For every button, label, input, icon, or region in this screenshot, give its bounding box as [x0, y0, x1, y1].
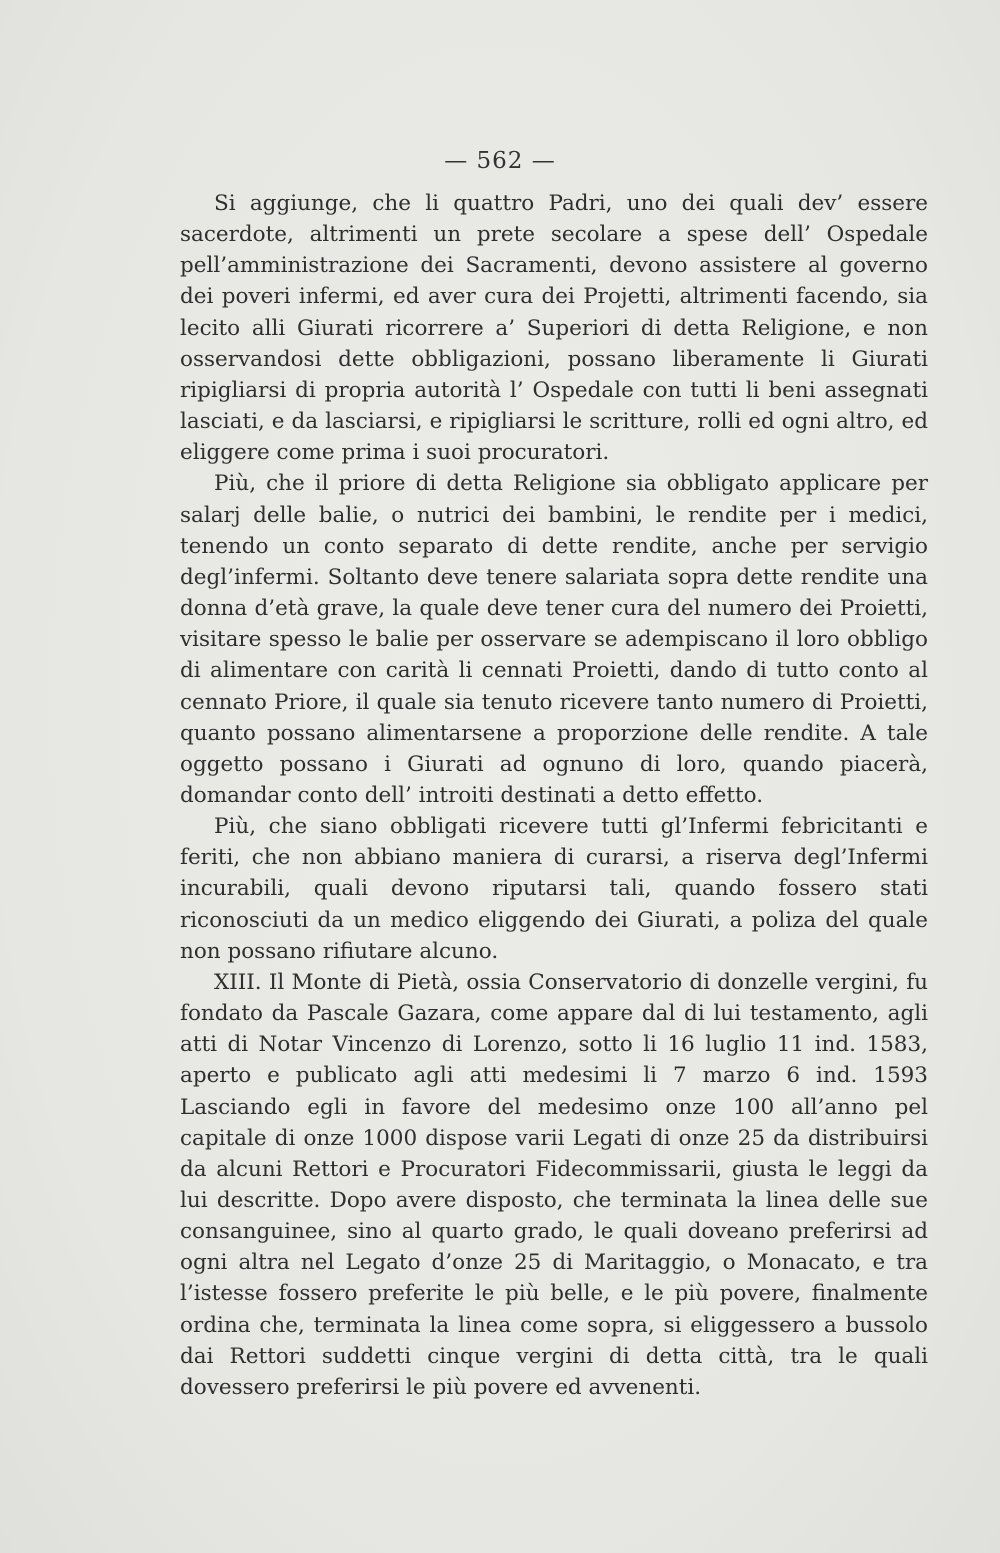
- paragraph-2: Più, che il priore di detta Religione sia obbligato applicare per salarj delle balie, o nutrici dei bambini, le rendite per i medici, tenendo un conto separato di dette rendite, anche per servigio degl’infermi. Soltanto deve tenere salariata sopra dette rendite una donna d’età grave, la quale deve tener cura del numero dei Proietti, visitare spesso le balie per osservare se adempiscano il loro obbligo di alimentare con carità li cennati Proietti, dando di tutto conto al cennato Priore, il quale sia tenuto ricevere tanto numero di Proietti, quanto possano alimentarsene a proporzione delle rendite. A tale oggetto possano i Giurati ad ognuno di loro, quando piacerà, domandar conto dell’ introiti destinati a detto effetto.: [180, 471, 928, 808]
- body-text: [180, 188, 928, 1403]
- paragraph-3: Più, che siano obbligati ricevere tutti gl’Infermi febricitanti e feriti, che non abbiano maniera di curarsi, a riserva degl’Infermi incurabili, quali devono riputarsi tali, quando fossero stati riconosciuti da un medico eliggendo dei Giurati, a poliza del quale non possano rifiutare alcuno.: [180, 814, 928, 964]
- paragraph-1: Si aggiunge, che li quattro Padri, uno dei quali dev’ essere sacerdote, altrimenti un prete secolare a spese dell’ Ospedale pell’amministrazione dei Sacramenti, devono assistere al governo dei poveri infermi, ed aver cura dei Projetti, altrimenti facendo, sia lecito alli Giurati ricorrere a’ Superiori di detta Religione, e non osservandosi dette obbligazioni, possano liberamente li Giurati ripigliarsi di propria autorità l’ Ospedale con tutti li beni assegnati lasciati, e da lasciarsi, e ripigliarsi le scritture, rolli ed ogni altro, ed eliggere come prima i suoi procuratori.: [180, 191, 928, 466]
- page-number: — 562 —: [444, 148, 556, 174]
- paragraph-4: XIII. Il Monte di Pietà, ossia Conservatorio di donzelle vergini, fu fondato da Pascale Gazara, come appare dal di lui testamento, agli atti di Notar Vincenzo di Lorenzo, sotto li 16 luglio 11 ind. 1583, aperto e publicato agli atti medesimi li 7 marzo 6 ind. 1593 Lasciando egli in favore del medesimo onze 100 all’anno pel capitale di onze 1000 dispose varii Legati di onze 25 da distribuirsi da alcuni Rettori e Procuratori Fidecommissarii, giusta le leggi da lui descritte. Dopo avere disposto, che terminata la linea delle sue consanguinee, sino al quarto grado, le quali doveano preferirsi ad ogni altra nel Legato d’onze 25 di Maritaggio, o Monacato, e tra l’istesse fossero preferite le più belle, e le più povere, finalmente ordina che, terminata la linea come sopra, si eliggessero a bussolo dai Rettori suddetti cinque vergini di detta città, tra le quali dovessero preferirsi le più povere ed avvenenti.: [180, 969, 928, 1400]
